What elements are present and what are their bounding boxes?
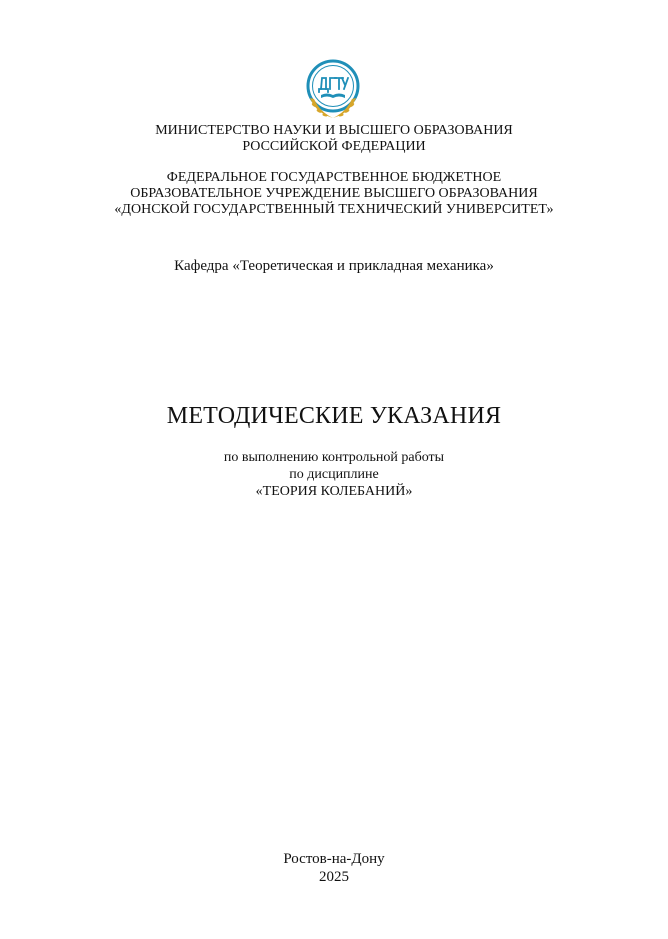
city: Ростов-на-Дону — [283, 851, 385, 867]
discipline-name: «ТЕОРИЯ КОЛЕБАНИЙ» — [255, 484, 413, 499]
ministry-line-1: МИНИСТЕРСТВО НАУКИ И ВЫСШЕГО ОБРАЗОВАНИЯ — [155, 123, 513, 138]
year: 2025 — [319, 869, 349, 885]
subtitle-line-2: по дисциплине — [289, 467, 379, 482]
institution-line-1: ФЕДЕРАЛЬНОЕ ГОСУДАРСТВЕННОЕ БЮДЖЕТНОЕ — [166, 170, 502, 185]
subtitle-line-1: по выполнению контрольной работы — [223, 450, 445, 465]
document-title: МЕТОДИЧЕСКИЕ УКАЗАНИЯ — [166, 403, 502, 429]
institution-line-2: ОБРАЗОВАТЕЛЬНОЕ УЧРЕЖДЕНИЕ ВЫСШЕГО ОБРАЗОВАНИЯ — [130, 186, 538, 201]
university-logo — [302, 58, 364, 122]
institution-line-3: «ДОНСКОЙ ГОСУДАРСТВЕННЫЙ ТЕХНИЧЕСКИЙ УНИВЕРСИТЕТ» — [114, 202, 554, 217]
department-name: Кафедра «Теоретическая и прикладная механика» — [174, 258, 494, 274]
ministry-line-2: РОССИЙСКОЙ ФЕДЕРАЦИИ — [242, 139, 426, 154]
